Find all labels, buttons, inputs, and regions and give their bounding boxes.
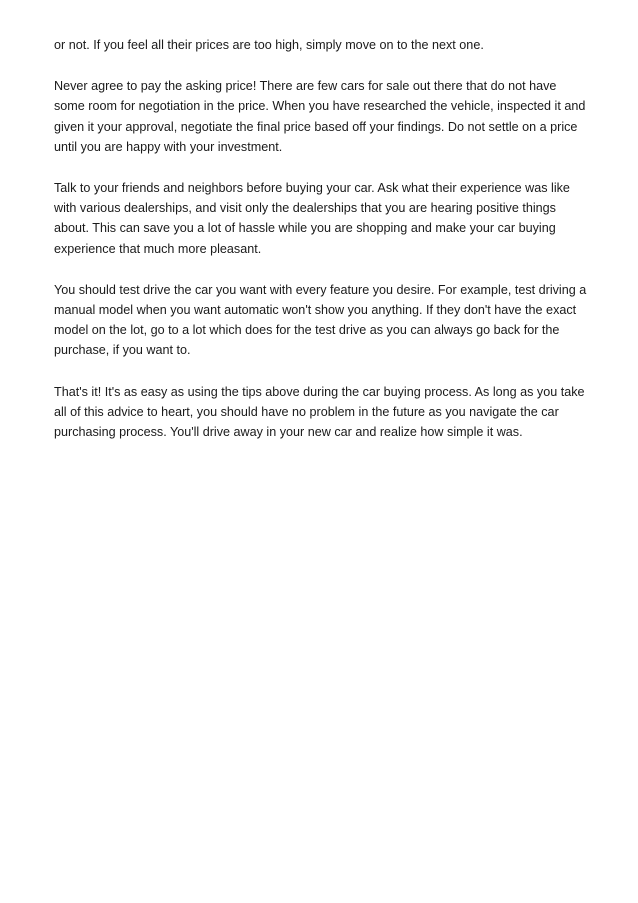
paragraph-conclusion: That's it! It's as easy as using the tips above during the car buying process. As long as you take all of this advice to heart, you should have no problem in the future as you navigate the car purchasing process. You'll drive away in your new car and realize how simple it was. [54, 384, 585, 440]
paragraph-negotiation: Never agree to pay the asking price! There are few cars for sale out there that do not have some room for negotiation in the price. When you have researched the vehicle, inspected it and given it your approval, negotiate the final price based off your findings. Do not settle on a price until you are happy with your investment. [54, 79, 586, 154]
paragraph-price-check: or not. If you feel all their prices are too high, simply move on to the next one. [54, 38, 484, 52]
paragraph-ask-friends: Talk to your friends and neighbors before buying your car. Ask what their experience was like with various dealerships, and visit only the dealerships that you are hearing positive things about. This can save you a lot of hassle while you are shopping and make your car buying experience that much more pleasant. [54, 181, 570, 256]
paragraph-test-drive: You should test drive the car you want with every feature you desire. For example, test driving a manual model when you want automatic won't show you anything. If they don't have the exact model on the lot, go to a lot which does for the test drive as you can always go back for the purchase, if you want to. [54, 282, 587, 358]
document-page [54, 35, 589, 463]
